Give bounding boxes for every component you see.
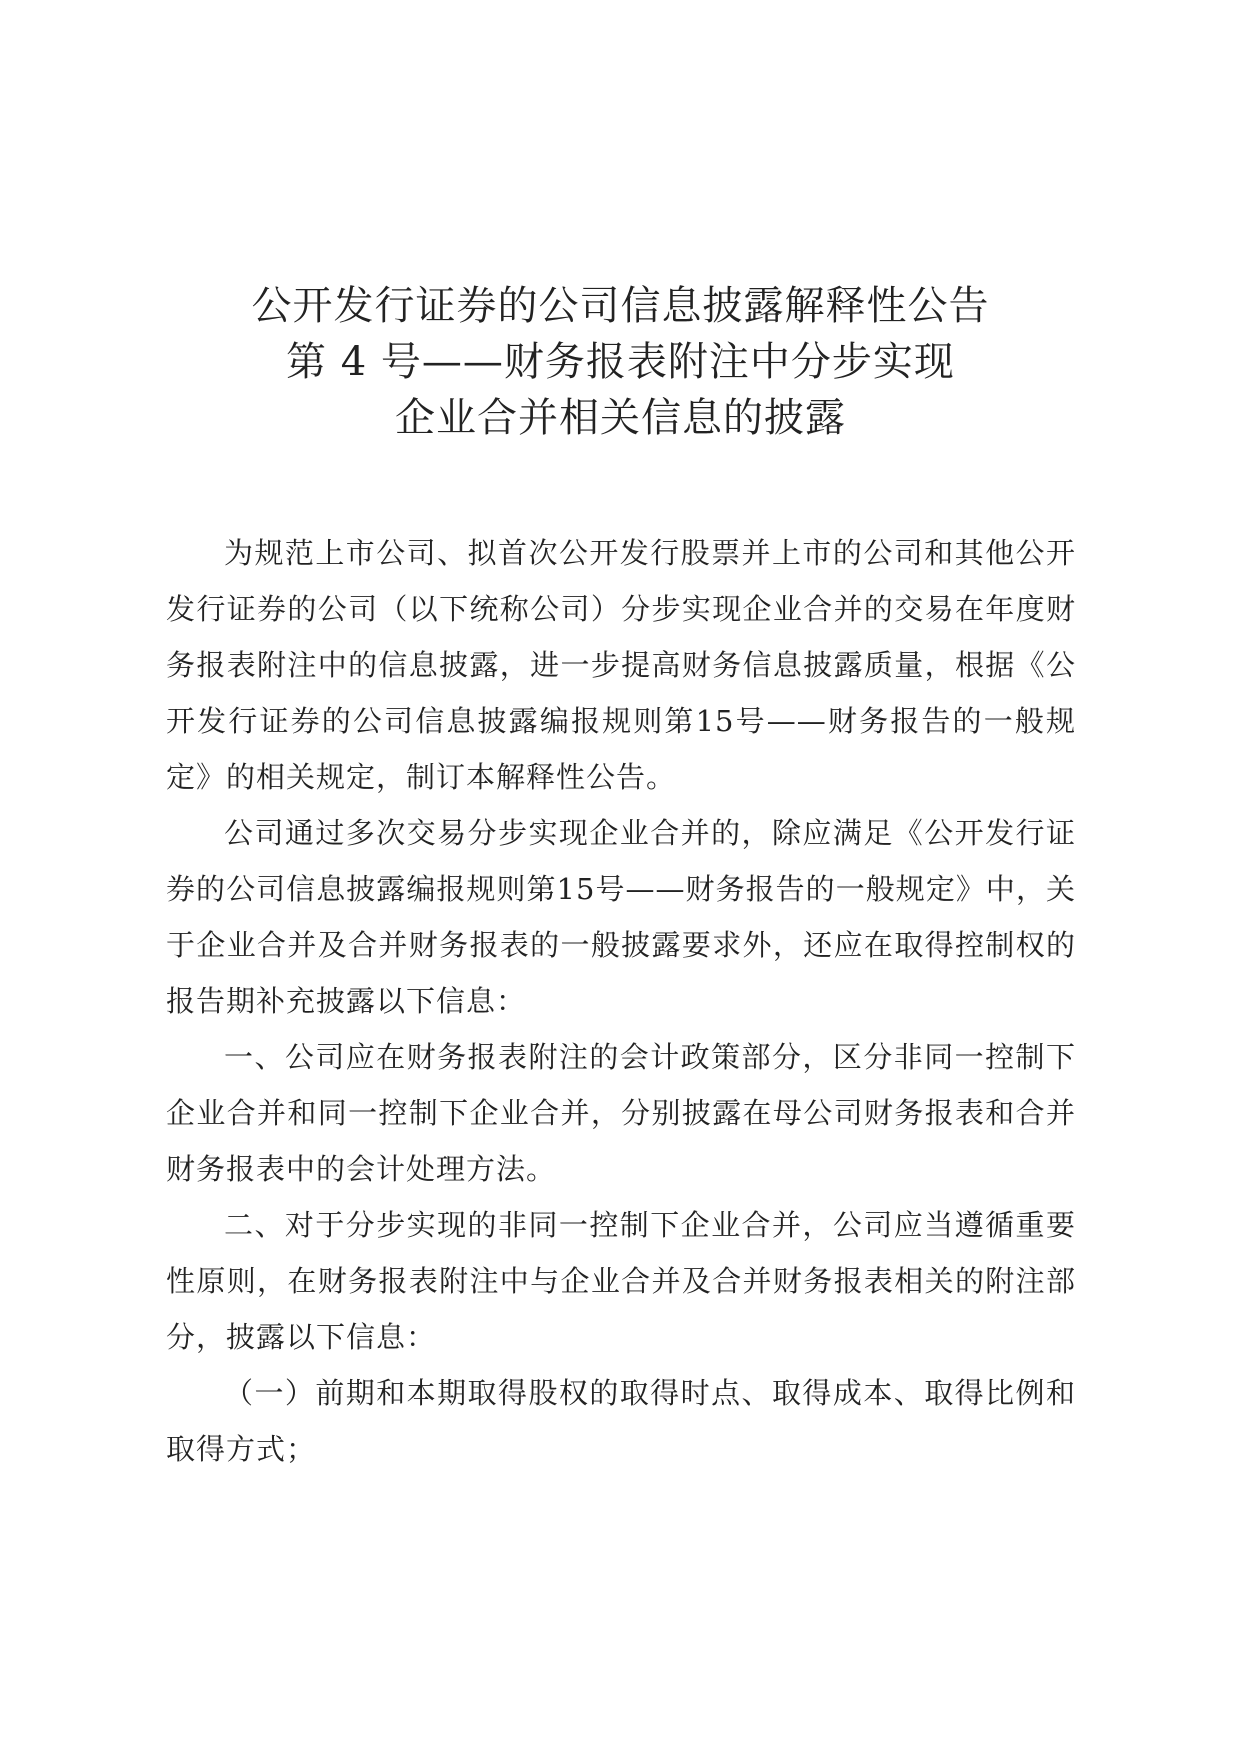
paragraph-preamble: 为规范上市公司、拟首次公开发行股票并上市的公司和其他公开发行证券的公司（以下统称公司）分步实现企业合并的交易在年度财务报表附注中的信息披露，进一步提高财务信息披露质量，根据《公开发行证券的公司信息披露编报规则第15号——财务报告的一般规定》的相关规定，制订本解释性公告。 [166, 536, 1076, 794]
document-body [166, 525, 1076, 1477]
title-line-2: 第 4 号——财务报表附注中分步实现 [286, 339, 955, 385]
paragraph-general-requirement: 公司通过多次交易分步实现企业合并的，除应满足《公开发行证券的公司信息披露编报规则第15号——财务报告的一般规定》中，关于企业合并及合并财务报表的一般披露要求外，还应在取得控制权的报告期补充披露以下信息： [166, 816, 1076, 1018]
title-line-3: 企业合并相关信息的披露 [395, 395, 846, 441]
paragraph-subitem-1: （一）前期和本期取得股权的取得时点、取得成本、取得比例和取得方式； [166, 1376, 1076, 1466]
paragraph-item-2: 二、对于分步实现的非同一控制下企业合并，公司应当遵循重要性原则，在财务报表附注中与企业合并及合并财务报表相关的附注部分，披露以下信息： [166, 1208, 1076, 1354]
paragraph-item-1: 一、公司应在财务报表附注的会计政策部分，区分非同一控制下企业合并和同一控制下企业合并，分别披露在母公司财务报表和合并财务报表中的会计处理方法。 [166, 1040, 1076, 1186]
title-line-1: 公开发行证券的公司信息披露解释性公告 [251, 283, 990, 329]
document-title [150, 278, 1091, 446]
